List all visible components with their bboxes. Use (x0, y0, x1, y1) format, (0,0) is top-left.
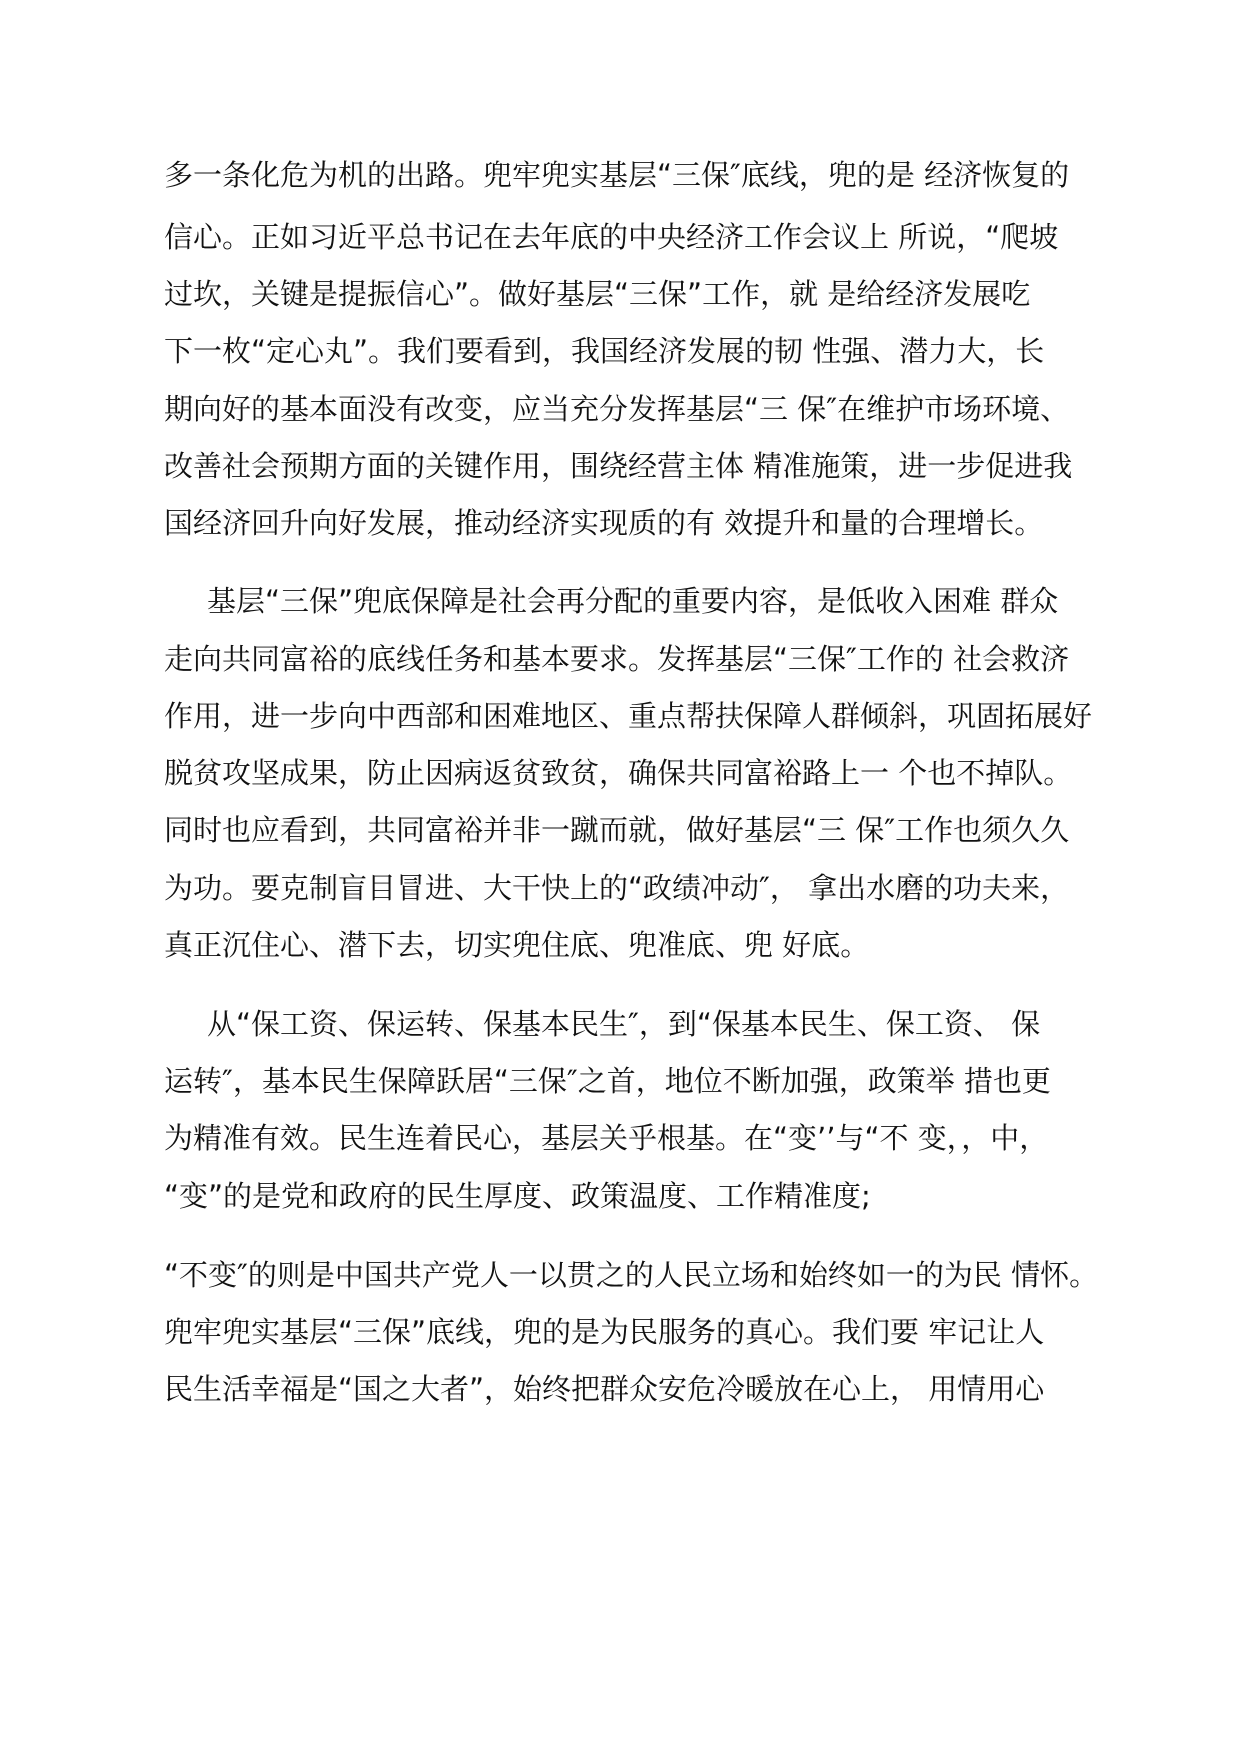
text-line: 国经济回升向好发展，推动经济实现质的有 效提升和量的合理增长。 (164, 506, 1044, 540)
text-line: 走向共同富裕的底线任务和基本要求。发挥基层“三保″工作的 社会救济 (164, 642, 1070, 676)
text-line: 多一条化危为机的出路。兜牢兜实基层“三保″底线，兜的是 经济恢复的 (164, 158, 1070, 192)
text-line: 同时也应看到，共同富裕并非一蹴而就，做好基层“三 保″工作也须久久 (164, 813, 1070, 847)
text-line: 兜牢兜实基层“三保”底线，兜的是为民服务的真心。我们要 牢记让人 (164, 1315, 1045, 1349)
text-line: 下一枚“定心丸”。我们要看到，我国经济发展的韧 性强、潜力大，长 (164, 334, 1045, 368)
text-line: 从“保工资、保运转、保基本民生″，到“保基本民生、保工资、 保 (207, 1007, 1041, 1041)
text-line: 脱贫攻坚成果，防止因病返贫致贫，确保共同富裕路上一 个也不掉队。 (164, 756, 1073, 790)
text-line: 真正沉住心、潜下去，切实兜住底、兜准底、兜 好底。 (164, 928, 870, 962)
text-line: 过坎，关键是提振信心”。做好基层“三保”工作，就 是给经济发展吃 (164, 277, 1031, 311)
text-line: 民生活幸福是“国之大者”，始终把群众安危冷暖放在心上， 用情用心 (164, 1372, 1045, 1406)
text-line: “不变″的则是中国共产党人一以贯之的人民立场和始终如一的为民 情怀。 (164, 1258, 1099, 1292)
text-line: 改善社会预期方面的关键作用，围绕经营主体 精准施策，进一步促进我 (164, 449, 1073, 483)
text-line: 运转″，基本民生保障跃居“三保″之首，地位不断加强，政策举 措也更 (164, 1064, 1051, 1098)
text-line: 期向好的基本面没有改变，应当充分发挥基层“三 保″在维护市场环境、 (164, 392, 1070, 426)
text-line: 作用，进一步向中西部和困难地区、重点帮扶保障人群倾斜，巩固拓展好 (164, 699, 1093, 733)
text-line: 基层“三保”兜底保障是社会再分配的重要内容，是低收入困难 群众 (207, 584, 1059, 618)
text-line: 信心。正如习近平总书记在去年底的中央经济工作会议上 所说，“爬坡 (164, 220, 1059, 254)
text-line: 为功。要克制盲目冒进、大干快上的“政绩冲动″， 拿出水磨的功夫来， (164, 871, 1070, 905)
text-line: “变”的是党和政府的民生厚度、政策温度、工作精准度; (164, 1179, 871, 1213)
text-line: 为精准有效。民生连着民心，基层关乎根基。在“变’’与“不 变，，中， (164, 1121, 1049, 1155)
